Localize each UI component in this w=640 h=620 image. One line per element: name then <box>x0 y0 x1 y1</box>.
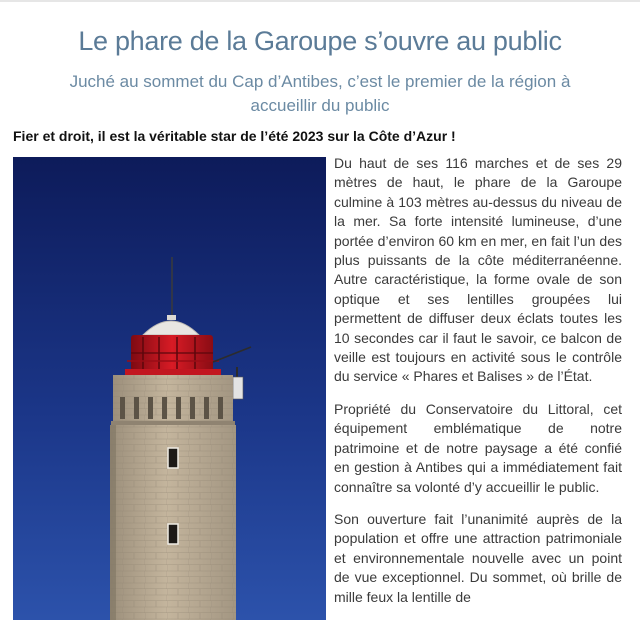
lead-paragraph: Fier et droit, il est la véritable star de l’été 2023 sur la Côte d’Azur ! <box>13 128 456 144</box>
article-paragraph: Son ouverture fait l’unanimité auprès de la population et offre une attraction patrimoniale et environnementale nouvelle avec un point de vue exceptionnel. Du sommet, où brille de mille feux la lentille de <box>334 510 622 605</box>
article-paragraph: Propriété du Conservatoire du Littoral, cet équipement emblématique de notre patrimoine et de notre paysage a été confié en gestion à Antibes qui a immédiatement fait connaître sa volonté d’y accueillir le public. <box>334 400 622 495</box>
top-divider <box>0 0 640 2</box>
lighthouse-photo <box>13 157 326 620</box>
article-body <box>334 154 622 620</box>
article-paragraph: Du haut de ses 116 marches et de ses 29 mètres de haut, le phare de la Garoupe culmine à 103 mètres au-dessus du niveau de la mer. Sa forte intensité lumineuse, d’une portée d’environ 60 km en mer, en fait l’un des plus puissants de la côte méditerranéenne. Autre caractéristique, la forme ovale de son optique et ses lentilles groupées lui permettent de diffuser deux éclats toutes les 10 secondes car il faut le savoir, ce balcon de veille est toujours en activité sous le contrôle du service « Phares et Balises » de l’État. <box>334 155 622 385</box>
page-title: Le phare de la Garoupe s’ouvre au public <box>78 26 562 56</box>
page-subtitle: Juché au sommet du Cap d’Antibes, c’est le premier de la région à accueillir du public <box>69 72 571 115</box>
